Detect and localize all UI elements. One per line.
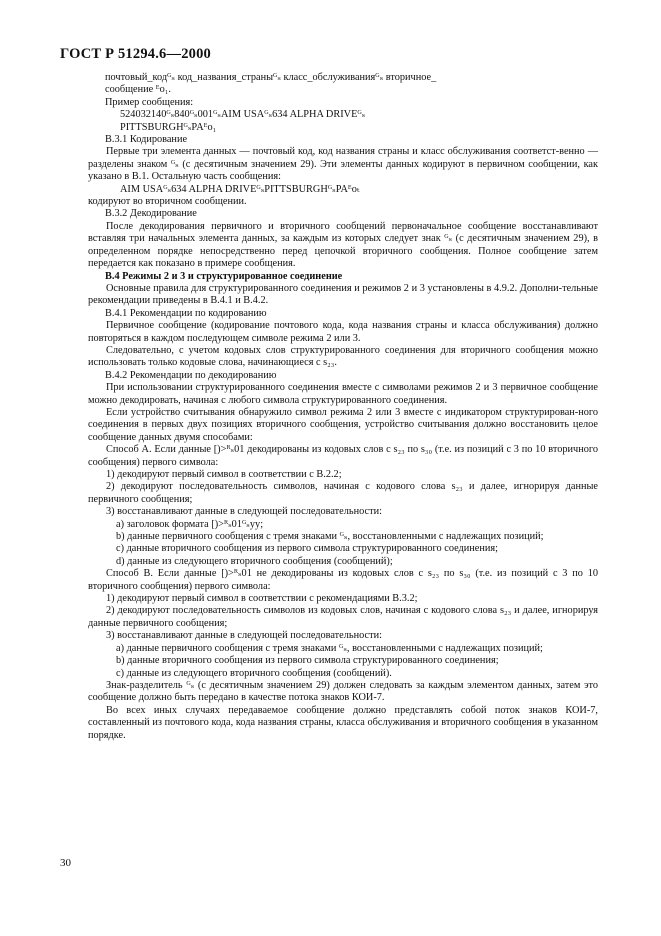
paragraph: После декодирования первичного и вторичного сообщений первоначальное сообщение восстанавливают вставляя три начальных элемента данных, за каждым из которых следует знак ᴳₛ (с десятичным значением 29), в определенном порядке непосредственно перед цепочкой вторичного сообщения. Полное сообщение затем передается как показано в примере сообщения. (88, 220, 598, 270)
list-item: 2) декодируют последовательность символов, начиная с кодового слова s₂₃ и далее, игнорируя данные первичного сообщения; (88, 481, 598, 505)
list-item: 3) восстанавливают данные в следующей последовательности: (106, 506, 382, 518)
subsection-heading: B.4.1 Рекомендации по кодированию (105, 307, 267, 319)
paragraph: Первые три элемента данных — почтовый код, код названия страны и класс обслуживания соответст-венно — разделены знаком ᴳₛ (с десятичным значением 29). Эти элементы данных кодируют в первичном сообщении, как указано в В.1. Остальную часть сообщения: (88, 146, 598, 183)
paragraph: Способ А. Если данные [)>ᴿₛ01 декодированы из кодовых слов с s₂₃ по s₃₀ (т.е. из позиций с 3 по 10 вторичного сообщения) первого символа: (88, 444, 598, 468)
sub-list-item: c) данные из следующего вторичного сообщения (сообщений). (116, 667, 392, 679)
list-item: 1) декодируют первый символ в соответствии с рекомендациями В.3.2; (106, 593, 418, 605)
paragraph: Следовательно, с учетом кодовых слов структурированного соединения для вторичного сообщения можно использовать только кодовые слова, начинающиеся с s₂₃. (88, 344, 598, 369)
subsection-heading: B.3.2 Декодирование (105, 208, 197, 220)
example-line: AIM USAᴳₛ634 ALPHA DRIVEᴳₛPITTSBURGHᴳₛPAᴱoₜ (120, 183, 360, 195)
text-line: кодируют во вторичном сообщении. (88, 196, 247, 208)
sub-list-item: b) данные первичного сообщения с тремя знаками ᴳₛ, восстановленными с надлежащих позиций; (116, 531, 544, 543)
subsection-heading: B.4.2 Рекомендации по декодированию (105, 369, 277, 381)
list-item: 1) декодируют первый символ в соответствии с В.2.2; (106, 469, 342, 480)
paragraph: Основные правила для структурированного соединения и режимов 2 и 3 установлены в 4.9.2. Дополни-тельные рекомендации приведены в B.4.1 и B.4.2. (88, 282, 598, 307)
text-line: Пример сообщения: (105, 96, 194, 108)
sub-list-item: d) данные из следующего вторичного сообщения (сообщений); (116, 555, 393, 567)
sub-list-item: c) данные вторичного сообщения из первого символа структурированного соединения; (116, 543, 498, 555)
example-line: 524032140ᴳₛ840ᴳₛ001ᴳₛAIM USAᴳₛ634 ALPHA DRIVEᴳₛ (120, 109, 366, 121)
paragraph: При использовании структурированного соединения вместе с символами режимов 2 и 3 первичное сообщение можно декодировать, начиная с любого символа структурированного соединения. (88, 382, 598, 406)
text-line: сообщение ᴱo₁. (105, 84, 171, 96)
sub-list-item: a) заголовок формата [)>ᴿₛ01ᴳₛyy; (116, 518, 264, 530)
example-line: PITTSBURGHᴳₛPAᴱo₁ (120, 121, 217, 133)
list-item: 2) декодируют последовательность символов из кодовых слов, начиная с кодового слова s₂₃ и далее, игнорируя данные первичного сообщения; (88, 605, 598, 629)
paragraph: Способ В. Если данные [)>ᴿₛ01 не декодированы из кодовых слов с s₂₃ по s₃₀ (т.е. из позиций с 3 по 10 вторичного сообщения) первого символа: (88, 568, 598, 592)
paragraph: Первичное сообщение (кодирование почтового кода, кода названия страны и класса обслуживания) должно повторяться в каждом последующем символе режима 2 или 3. (88, 320, 598, 344)
sub-list-item: a) данные первичного сообщения с тремя знаками ᴳₛ, восстановленными с надлежащих позиций; (116, 642, 543, 654)
page-number: 30 (60, 857, 71, 869)
paragraph: Если устройство считывания обнаружило символ режима 2 или 3 вместе с индикатором структурирован-ного соединения в первых двух позициях вторичного сообщения, устройство считывания должно восстановить целое сообщение данных двумя способами: (88, 406, 598, 443)
paragraph: Знак-разделитель ᴳₛ (с десятичным значением 29) должен следовать за каждым элементом данных, затем это сообщение должно быть передано в качестве потока знаков КОИ-7. (88, 679, 598, 704)
subsection-heading: B.3.1 Кодирование (105, 134, 188, 146)
text-line: почтовый_кодᴳₛ код_названия_страныᴳₛ класс_обслуживанияᴳₛ вторичное_ (105, 72, 437, 83)
paragraph: Во всех иных случаях передаваемое сообщение должно представлять собой поток знаков КОИ-7, составленный из почтового кода, кода названия страны, класса обслуживания и вторичного сообщения в указанном порядке. (88, 704, 598, 741)
document-body (88, 72, 598, 742)
list-item: 3) восстанавливают данные в следующей последовательности: (106, 630, 382, 642)
document-header: ГОСТ Р 51294.6—2000 (60, 46, 211, 62)
sub-list-item: b) данные вторичного сообщения из первого символа структурированного соединения; (116, 655, 499, 667)
section-heading: B.4 Режимы 2 и 3 и структурированное соединение (105, 270, 343, 282)
